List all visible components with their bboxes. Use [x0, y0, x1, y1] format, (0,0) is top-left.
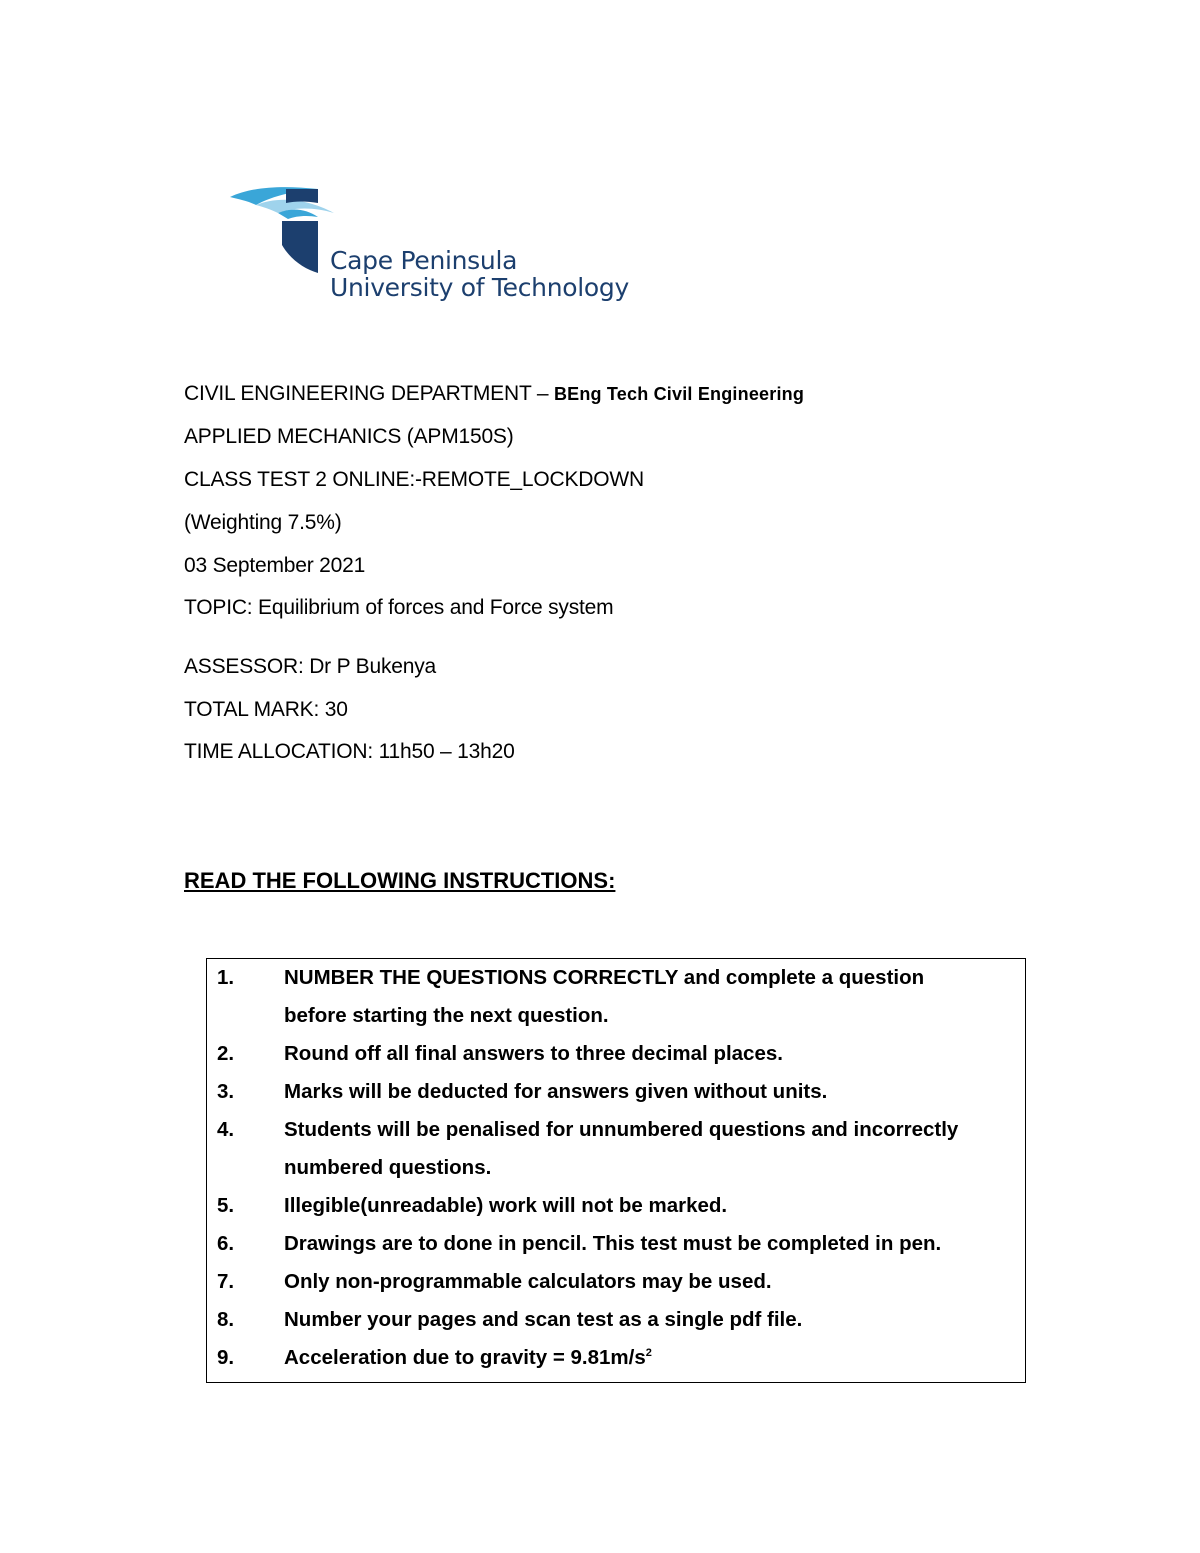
- instruction-text: Round off all final answers to three decimal places.: [284, 1042, 783, 1065]
- department-line: [184, 382, 804, 406]
- superscript: 2: [645, 1347, 652, 1360]
- department: CIVIL ENGINEERING DEPARTMENT –: [184, 382, 554, 405]
- instruction-text: Drawings are to done in pencil. This test must be completed in pen.: [284, 1232, 942, 1255]
- instruction-number: 7.: [217, 1270, 235, 1293]
- gravity-text: Acceleration due to gravity = 9.81m/s: [284, 1346, 646, 1369]
- instruction-number: 6.: [217, 1232, 235, 1255]
- instruction-text: Illegible(unreadable) work will not be marked.: [284, 1194, 728, 1217]
- programme: BEng Tech Civil Engineering: [553, 384, 805, 404]
- weighting: (Weighting 7.5%): [184, 511, 342, 534]
- instruction-number: 2.: [217, 1042, 235, 1065]
- test-title: CLASS TEST 2 ONLINE:-REMOTE_LOCKDOWN: [184, 468, 644, 491]
- logo-line-1: Cape Peninsula: [330, 246, 518, 275]
- assessor: ASSESSOR: Dr P Bukenya: [184, 655, 436, 678]
- instruction-text: before starting the next question.: [284, 1004, 609, 1027]
- instruction-number: 8.: [217, 1308, 235, 1331]
- instruction-text: Students will be penalised for unnumbered questions and incorrectly: [284, 1118, 959, 1141]
- course-title: APPLIED MECHANICS (APM150S): [184, 425, 514, 448]
- instruction-number: 5.: [217, 1194, 235, 1217]
- instruction-number: 9.: [217, 1346, 235, 1369]
- instruction-text: Only non-programmable calculators may be used.: [284, 1270, 772, 1293]
- total-mark: TOTAL MARK: 30: [184, 698, 348, 721]
- instruction-text: NUMBER THE QUESTIONS CORRECTLY and complete a question: [284, 966, 925, 989]
- instruction-number: 4.: [217, 1118, 235, 1141]
- instructions-box: [206, 958, 1026, 1383]
- time-allocation: TIME ALLOCATION: 11h50 – 13h20: [184, 740, 515, 763]
- logo-line-2: University of Technology: [330, 273, 629, 302]
- topic: TOPIC: Equilibrium of forces and Force system: [184, 596, 614, 619]
- test-date: 03 September 2021: [184, 554, 366, 577]
- instruction-text: Marks will be deducted for answers given without units.: [284, 1080, 828, 1103]
- university-logo: [226, 183, 629, 313]
- instructions-heading: READ THE FOLLOWING INSTRUCTIONS:: [184, 868, 616, 893]
- instruction-text: [284, 1339, 1019, 1377]
- instruction-text: numbered questions.: [284, 1156, 492, 1179]
- instruction-text: Number your pages and scan test as a single pdf file.: [284, 1308, 803, 1331]
- logo-emblem-icon: [226, 183, 346, 278]
- instruction-number: 3.: [217, 1080, 235, 1103]
- instruction-number: 1.: [217, 966, 235, 989]
